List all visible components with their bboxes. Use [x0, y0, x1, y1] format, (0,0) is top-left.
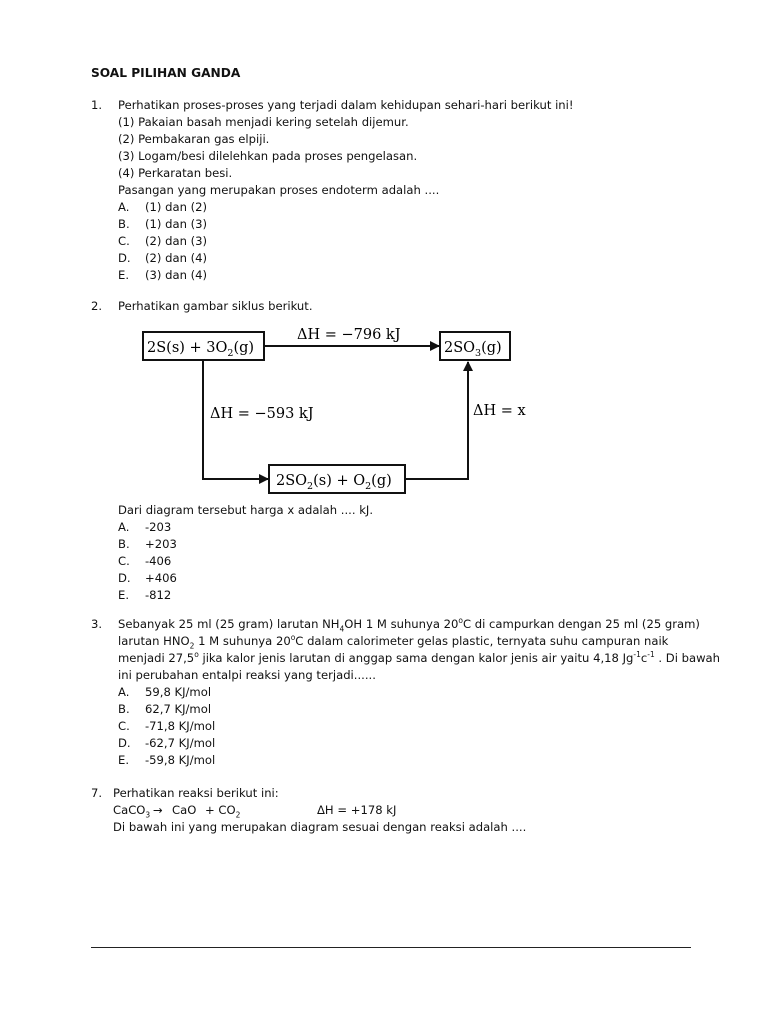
option-label: D. [118, 251, 131, 265]
question-text: Dari diagram tersebut harga x adalah .... kJ. [118, 503, 374, 517]
question-prompt-line: menjadi 27,5$^o$ jika kalor jenis larutan di anggap sama dengan kalor jenis air yaitu 4,18 $Jg^{-1}c^{-1}$ . Di bawah [118, 650, 721, 665]
option-text: (2) dan (3) [145, 234, 208, 248]
answer-option[interactable] [118, 684, 718, 701]
option-label: E. [118, 753, 130, 767]
answer-option[interactable] [118, 536, 718, 553]
option-text: +203 [145, 537, 177, 551]
intermediate-formula: $2SO_2(s) + O_2(g)$ [276, 473, 392, 492]
option-label: A. [118, 200, 130, 214]
question-text: Pasangan yang merupakan proses endoterm adalah .... [118, 183, 440, 197]
footer-divider [91, 947, 691, 948]
option-text: 62,7 KJ/mol [145, 702, 212, 716]
answer-option[interactable] [118, 233, 718, 250]
dh-direct-label: ΔH = −796 kJ [297, 327, 401, 343]
answer-option[interactable] [118, 199, 718, 216]
question-prompt-line: Sebanyak 25 ml (25 gram) larutan $NH_4OH$ 1 M suhunya 20$^o$C di campurkan dengan 25 ml (25 gram) [118, 616, 700, 634]
statement-item: (1) Pakaian basah menjadi kering setelah dijemur. [118, 115, 409, 129]
question-prompt: Perhatikan proses-proses yang terjadi dalam kehidupan sehari-hari berikut ini! [118, 98, 574, 112]
answer-option[interactable] [118, 701, 718, 718]
answer-option[interactable] [118, 587, 718, 604]
answer-option[interactable] [118, 752, 718, 769]
question-number: 3. [91, 617, 103, 631]
answer-option[interactable] [118, 553, 718, 570]
reaction-arrow: → [153, 803, 163, 817]
hess-cycle-diagram [137, 325, 537, 500]
option-label: C. [118, 554, 130, 568]
question-prompt-line: larutan $HNO_2$ 1 M suhunya 20$^o$C dalam calorimeter gelas plastic, ternyata suhu campuran naik [118, 633, 669, 651]
reaction-equation [113, 802, 713, 819]
option-label: E. [118, 268, 130, 282]
option-text: -406 [145, 554, 172, 568]
option-label: B. [118, 217, 130, 231]
statement-item: (4) Perkaratan besi. [118, 166, 233, 180]
option-text: -203 [145, 520, 172, 534]
statement-item: (2) Pembakaran gas elpiji. [118, 132, 270, 146]
question-number: 7. [91, 786, 103, 800]
question-number: 1. [91, 98, 103, 112]
answer-option[interactable] [118, 718, 718, 735]
option-text: -812 [145, 588, 172, 602]
reactant-formula: $2S(s) + 3O_2(g)$ [147, 340, 255, 359]
option-label: A. [118, 520, 130, 534]
option-text: 59,8 KJ/mol [145, 685, 212, 699]
answer-option[interactable] [118, 735, 718, 752]
question-prompt: Perhatikan reaksi berikut ini: [113, 786, 279, 800]
dh-step2-label: ΔH = x [473, 403, 526, 419]
arrow-step2 [405, 362, 468, 479]
answer-option[interactable] [118, 267, 718, 284]
option-label: D. [118, 736, 131, 750]
statement-item: (3) Logam/besi dilelehkan pada proses pengelasan. [118, 149, 418, 163]
answer-option[interactable] [118, 570, 718, 587]
product-formula: $2SO_3(g)$ [444, 340, 502, 359]
page-title: SOAL PILIHAN GANDA [91, 66, 241, 80]
option-label: C. [118, 234, 130, 248]
option-text: (1) dan (3) [145, 217, 208, 231]
option-label: D. [118, 571, 131, 585]
question-number: 2. [91, 299, 103, 313]
question-prompt: Perhatikan gambar siklus berikut. [118, 299, 313, 313]
product-formula: + $CO_2$ [205, 803, 241, 820]
answer-option[interactable] [118, 250, 718, 267]
answer-option[interactable] [118, 519, 718, 536]
option-label: A. [118, 685, 130, 699]
option-text: (1) dan (2) [145, 200, 208, 214]
option-text: (3) dan (4) [145, 268, 208, 282]
option-text: -59,8 KJ/mol [145, 753, 216, 767]
question-text: Di bawah ini yang merupakan diagram sesuai dengan reaksi adalah .... [113, 820, 527, 834]
dh-step1-label: ΔH = −593 kJ [210, 406, 314, 422]
option-label: C. [118, 719, 130, 733]
option-label: B. [118, 537, 130, 551]
product-formula: CaO [172, 803, 197, 817]
option-label: B. [118, 702, 130, 716]
option-label: E. [118, 588, 130, 602]
reactant-formula: CaCO$_3$ [113, 803, 151, 820]
option-text: (2) dan (4) [145, 251, 208, 265]
option-text: -62,7 KJ/mol [145, 736, 216, 750]
option-text: -71,8 KJ/mol [145, 719, 216, 733]
question-prompt-line: ini perubahan entalpi reaksi yang terjadi...... [118, 668, 376, 682]
option-text: +406 [145, 571, 177, 585]
enthalpy-value: ΔH = +178 kJ [317, 803, 397, 817]
answer-option[interactable] [118, 216, 718, 233]
